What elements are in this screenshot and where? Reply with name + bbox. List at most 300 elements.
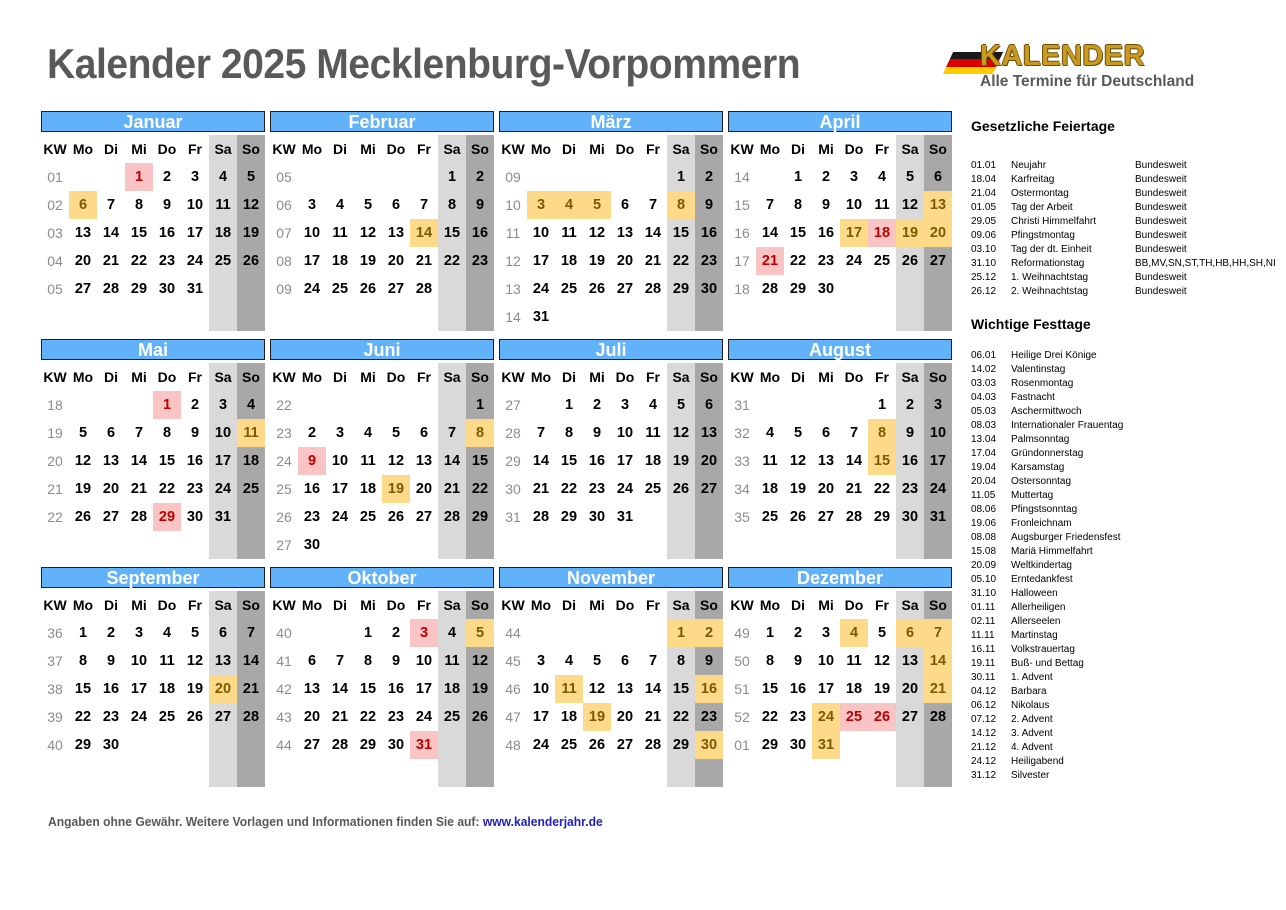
month-juli <box>499 339 723 559</box>
week-number: 13 <box>505 281 521 297</box>
weekday-header: KW <box>501 141 525 157</box>
day-cell: 7 <box>648 197 658 213</box>
day-cell: 22 <box>359 709 377 725</box>
day-cell: 7 <box>765 197 775 213</box>
day-cell: 14 <box>845 453 863 469</box>
weekday-header: Fr <box>646 141 660 157</box>
day-cell: 20 <box>74 253 92 269</box>
festival-name: Ostersonntag <box>1011 476 1072 487</box>
day-cell: 22 <box>74 709 92 725</box>
day-cell: 11 <box>209 191 237 219</box>
day-cell: 5 <box>363 197 373 213</box>
holidays-list <box>971 160 1286 300</box>
day-cell: 27 <box>74 281 92 297</box>
week-number: 31 <box>505 509 521 525</box>
weekday-header: Fr <box>875 597 889 613</box>
festival-name: Aschermittwoch <box>1011 406 1082 417</box>
day-cell: 20 <box>616 709 634 725</box>
festival-date: 07.12 <box>971 714 997 725</box>
empty-day-cell <box>382 391 410 419</box>
festival-date: 31.12 <box>971 770 997 781</box>
weekday-header: Do <box>157 369 177 385</box>
day-cell: 20 <box>387 253 405 269</box>
day-cell: 7 <box>648 653 658 669</box>
day-cell: 31 <box>532 309 550 325</box>
weekday-header: KW <box>501 369 525 385</box>
month-day-grid <box>270 363 494 559</box>
day-cell: 21 <box>845 481 863 497</box>
day-cell: 2 <box>190 397 200 413</box>
festival-name: 4. Advent <box>1011 742 1053 753</box>
empty-day-cell <box>639 503 667 531</box>
day-cell: 25 <box>761 509 779 525</box>
empty-day-cell <box>924 731 952 759</box>
day-cell: 7 <box>438 419 466 447</box>
footer-link[interactable]: www.kalenderjahr.de <box>482 814 603 829</box>
holidays-heading: Gesetzliche Feiertage <box>971 118 1115 134</box>
day-cell: 22 <box>466 475 494 503</box>
day-cell: 30 <box>387 737 405 753</box>
week-number: 08 <box>276 253 292 269</box>
month-header: November <box>499 567 723 588</box>
festival-row <box>971 658 1286 672</box>
day-cell: 10 <box>817 653 835 669</box>
day-cell: 21 <box>415 253 433 269</box>
day-cell: 2 <box>307 425 317 441</box>
day-cell: 19 <box>466 675 494 703</box>
weekday-header: Fr <box>875 369 889 385</box>
day-cell: 27 <box>817 509 835 525</box>
empty-day-cell <box>527 391 555 419</box>
day-cell: 16 <box>695 219 723 247</box>
festival-row <box>971 686 1286 700</box>
holiday-row <box>971 188 1286 202</box>
day-cell: 8 <box>765 653 775 669</box>
day-cell: 1 <box>667 163 695 191</box>
day-cell: 15 <box>560 453 578 469</box>
month-header: Dezember <box>728 567 952 588</box>
day-cell: 1 <box>125 163 153 191</box>
holiday-name: Tag der Arbeit <box>1011 202 1073 213</box>
festival-row <box>971 420 1286 434</box>
festival-date: 20.04 <box>971 476 997 487</box>
festival-name: 2. Advent <box>1011 714 1053 725</box>
festival-name: Karsamstag <box>1011 462 1065 473</box>
day-cell: 16 <box>102 681 120 697</box>
day-cell: 8 <box>134 197 144 213</box>
holiday-name: Reformationstag <box>1011 258 1085 269</box>
weekday-header: Do <box>844 597 864 613</box>
day-cell: 21 <box>924 675 952 703</box>
day-cell: 21 <box>644 709 662 725</box>
festival-date: 02.11 <box>971 616 996 627</box>
month-day-grid <box>499 591 723 787</box>
day-cell: 2 <box>466 163 494 191</box>
day-cell: 27 <box>303 737 321 753</box>
day-cell: 23 <box>896 475 924 503</box>
day-cell: 24 <box>331 509 349 525</box>
weekday-header: Do <box>615 597 635 613</box>
festival-date: 13.04 <box>971 434 997 445</box>
empty-day-cell <box>896 275 924 303</box>
holidays-heading-wrap <box>971 118 1286 134</box>
empty-day-cell <box>466 531 494 559</box>
day-cell: 12 <box>387 453 405 469</box>
week-number: 45 <box>505 653 521 669</box>
month-februar <box>270 111 494 331</box>
day-cell: 19 <box>74 481 92 497</box>
day-cell: 8 <box>466 419 494 447</box>
day-cell: 19 <box>789 481 807 497</box>
day-cell: 29 <box>667 275 695 303</box>
weekday-header: Di <box>333 141 347 157</box>
festival-row <box>971 714 1286 728</box>
festival-name: Mariä Himmelfahrt <box>1011 546 1093 557</box>
holiday-date: 01.01 <box>971 160 997 171</box>
weekday-header: Sa <box>896 135 924 163</box>
empty-day-cell <box>555 619 583 647</box>
day-cell: 20 <box>303 709 321 725</box>
empty-day-cell <box>924 275 952 303</box>
day-cell: 19 <box>873 681 891 697</box>
weekday-header: Di <box>104 369 118 385</box>
day-cell: 30 <box>303 537 321 553</box>
holiday-name: Karfreitag <box>1011 174 1055 185</box>
festival-row <box>971 364 1286 378</box>
day-cell: 17 <box>130 681 148 697</box>
weekday-header: So <box>237 363 265 391</box>
weekday-header: KW <box>43 597 67 613</box>
day-cell: 31 <box>616 509 634 525</box>
weekday-header: Mo <box>530 369 552 385</box>
festival-date: 14.12 <box>971 728 997 739</box>
month-header: April <box>728 111 952 132</box>
day-cell: 13 <box>896 647 924 675</box>
week-number: 01 <box>734 737 750 753</box>
month-header: Februar <box>270 111 494 132</box>
day-cell: 22 <box>438 247 466 275</box>
weekday-header: KW <box>501 597 525 613</box>
weekday-header: Mo <box>72 141 94 157</box>
festival-row <box>971 630 1286 644</box>
weekday-header: Di <box>791 369 805 385</box>
day-cell: 30 <box>695 275 723 303</box>
holiday-date: 29.05 <box>971 216 997 227</box>
week-number: 31 <box>734 397 750 413</box>
weekday-header: Mi <box>818 369 834 385</box>
day-cell: 28 <box>644 737 662 753</box>
month-dezember <box>728 567 952 787</box>
day-cell: 18 <box>868 219 896 247</box>
day-cell: 16 <box>303 481 321 497</box>
day-cell: 28 <box>130 509 148 525</box>
day-cell: 21 <box>532 481 550 497</box>
day-cell: 25 <box>438 703 466 731</box>
empty-day-cell <box>840 731 868 759</box>
week-number: 34 <box>734 481 750 497</box>
weekday-header: KW <box>730 597 754 613</box>
day-cell: 8 <box>564 425 574 441</box>
day-cell: 31 <box>186 281 204 297</box>
festival-name: Nikolaus <box>1011 700 1050 711</box>
day-cell: 26 <box>74 509 92 525</box>
empty-day-cell <box>69 391 97 419</box>
day-cell: 21 <box>331 709 349 725</box>
day-cell: 25 <box>359 509 377 525</box>
day-cell: 17 <box>924 447 952 475</box>
day-cell: 10 <box>130 653 148 669</box>
weekday-header: So <box>695 591 723 619</box>
festival-date: 05.03 <box>971 406 997 417</box>
weekday-header: Do <box>157 597 177 613</box>
day-cell: 3 <box>849 169 859 185</box>
week-number: 19 <box>47 425 63 441</box>
day-cell: 22 <box>789 253 807 269</box>
day-cell: 11 <box>237 419 265 447</box>
weekday-header: So <box>466 363 494 391</box>
day-cell: 26 <box>359 281 377 297</box>
day-cell: 28 <box>644 281 662 297</box>
festival-row <box>971 406 1286 420</box>
day-cell: 6 <box>307 653 317 669</box>
weekday-header: Mi <box>818 141 834 157</box>
day-cell: 29 <box>560 509 578 525</box>
day-cell: 13 <box>209 647 237 675</box>
weekday-header: KW <box>43 141 67 157</box>
festival-name: Fronleichnam <box>1011 518 1072 529</box>
day-cell: 30 <box>789 737 807 753</box>
day-cell: 27 <box>616 737 634 753</box>
month-juni <box>270 339 494 559</box>
day-cell: 20 <box>695 447 723 475</box>
festival-name: Barbara <box>1011 686 1047 697</box>
festival-date: 04.12 <box>971 686 997 697</box>
week-number: 09 <box>276 281 292 297</box>
day-cell: 12 <box>359 225 377 241</box>
empty-day-cell <box>326 531 354 559</box>
day-cell: 8 <box>667 647 695 675</box>
month-märz <box>499 111 723 331</box>
day-cell: 8 <box>793 197 803 213</box>
day-cell: 5 <box>592 653 602 669</box>
day-cell: 10 <box>532 681 550 697</box>
festival-row <box>971 728 1286 742</box>
festival-name: Martinstag <box>1011 630 1058 641</box>
week-number: 30 <box>505 481 521 497</box>
empty-day-cell <box>209 731 237 759</box>
weekday-header: Mi <box>589 597 605 613</box>
day-cell: 25 <box>873 253 891 269</box>
day-cell: 10 <box>532 225 550 241</box>
month-april <box>728 111 952 331</box>
day-cell: 18 <box>845 681 863 697</box>
weekday-header: Do <box>386 369 406 385</box>
weekday-header: Mo <box>72 597 94 613</box>
day-cell: 15 <box>359 681 377 697</box>
day-cell: 3 <box>134 625 144 641</box>
day-cell: 18 <box>644 453 662 469</box>
day-cell: 26 <box>387 509 405 525</box>
day-cell: 23 <box>588 481 606 497</box>
festival-date: 21.12 <box>971 742 997 753</box>
week-number: 06 <box>276 197 292 213</box>
day-cell: 20 <box>924 219 952 247</box>
festival-name: Pfingstsonntag <box>1011 504 1078 515</box>
empty-day-cell <box>583 619 611 647</box>
day-cell: 23 <box>695 703 723 731</box>
day-cell: 6 <box>391 197 401 213</box>
weekday-header: Mo <box>301 141 323 157</box>
empty-day-cell <box>438 731 466 759</box>
day-cell: 7 <box>536 425 546 441</box>
day-cell: 29 <box>873 509 891 525</box>
empty-day-cell <box>840 391 868 419</box>
week-number: 22 <box>276 397 292 413</box>
day-cell: 14 <box>438 447 466 475</box>
week-number: 20 <box>47 453 63 469</box>
week-number: 07 <box>276 225 292 241</box>
day-cell: 21 <box>644 253 662 269</box>
day-cell: 23 <box>387 709 405 725</box>
day-cell: 21 <box>237 675 265 703</box>
weekday-header: Mi <box>360 597 376 613</box>
weekday-header: So <box>924 363 952 391</box>
day-cell: 12 <box>789 453 807 469</box>
empty-day-cell <box>382 531 410 559</box>
festival-date: 08.03 <box>971 420 997 431</box>
day-cell: 13 <box>102 453 120 469</box>
week-number: 11 <box>505 225 521 241</box>
holiday-scope: Bundesweit <box>1135 188 1187 199</box>
day-cell: 8 <box>162 425 172 441</box>
day-cell: 16 <box>695 675 723 703</box>
month-header: Januar <box>41 111 265 132</box>
day-cell: 23 <box>789 709 807 725</box>
month-header: Juni <box>270 339 494 360</box>
day-cell: 8 <box>78 653 88 669</box>
day-cell: 25 <box>560 281 578 297</box>
day-cell: 15 <box>667 219 695 247</box>
day-cell: 23 <box>466 247 494 275</box>
holiday-row <box>971 216 1286 230</box>
week-number: 02 <box>47 197 63 213</box>
day-cell: 19 <box>382 475 410 503</box>
weekday-header: Sa <box>667 135 695 163</box>
weekday-header: So <box>237 591 265 619</box>
holiday-scope: Bundesweit <box>1135 160 1187 171</box>
day-cell: 24 <box>616 481 634 497</box>
month-day-grid <box>270 591 494 787</box>
day-cell: 3 <box>924 391 952 419</box>
weekday-header: KW <box>730 141 754 157</box>
day-cell: 22 <box>873 481 891 497</box>
day-cell: 29 <box>74 737 92 753</box>
weekday-header: Mi <box>589 369 605 385</box>
week-number: 41 <box>276 653 292 669</box>
day-cell: 1 <box>78 625 88 641</box>
empty-day-cell <box>527 163 555 191</box>
day-cell: 24 <box>186 253 204 269</box>
festival-row <box>971 434 1286 448</box>
month-day-grid <box>41 591 265 787</box>
festival-row <box>971 518 1286 532</box>
day-cell: 3 <box>410 619 438 647</box>
day-cell: 2 <box>592 397 602 413</box>
month-oktober <box>270 567 494 787</box>
day-cell: 16 <box>817 225 835 241</box>
week-number: 27 <box>505 397 521 413</box>
day-cell: 11 <box>561 225 577 241</box>
day-cell: 29 <box>667 731 695 759</box>
festival-date: 08.06 <box>971 504 997 515</box>
empty-day-cell <box>354 391 382 419</box>
weekday-header: Fr <box>875 141 889 157</box>
day-cell: 18 <box>560 709 578 725</box>
festival-row <box>971 504 1286 518</box>
weekday-header: So <box>924 135 952 163</box>
day-cell: 10 <box>845 197 863 213</box>
weekday-header: Sa <box>209 135 237 163</box>
day-cell: 14 <box>130 453 148 469</box>
weekday-header: Fr <box>646 369 660 385</box>
day-cell: 17 <box>817 681 835 697</box>
month-header: Mai <box>41 339 265 360</box>
weekday-header: Mo <box>759 597 781 613</box>
day-cell: 17 <box>186 225 204 241</box>
day-cell: 6 <box>695 391 723 419</box>
day-cell: 22 <box>667 247 695 275</box>
day-cell: 5 <box>466 619 494 647</box>
month-day-grid <box>270 135 494 331</box>
day-cell: 21 <box>438 475 466 503</box>
empty-day-cell <box>382 163 410 191</box>
day-cell: 14 <box>761 225 779 241</box>
day-cell: 5 <box>793 425 803 441</box>
weekday-header: Sa <box>896 591 924 619</box>
weekday-header: Mo <box>530 141 552 157</box>
day-cell: 26 <box>237 247 265 275</box>
calendar-grid <box>41 111 951 771</box>
weekday-header: Di <box>562 369 576 385</box>
kalender-logo[interactable] <box>944 40 1214 96</box>
weekday-header: So <box>466 135 494 163</box>
festival-name: Allerheiligen <box>1011 602 1066 613</box>
holiday-row <box>971 244 1286 258</box>
empty-day-cell <box>326 391 354 419</box>
festival-row <box>971 700 1286 714</box>
day-cell: 25 <box>331 281 349 297</box>
day-cell: 15 <box>438 219 466 247</box>
day-cell: 29 <box>153 503 181 531</box>
festival-row <box>971 616 1286 630</box>
festival-row <box>971 476 1286 490</box>
day-cell: 1 <box>438 163 466 191</box>
day-cell: 5 <box>190 625 200 641</box>
day-cell: 25 <box>644 481 662 497</box>
day-cell: 2 <box>106 625 116 641</box>
day-cell: 4 <box>237 391 265 419</box>
holiday-name: Ostermontag <box>1011 188 1069 199</box>
day-cell: 22 <box>761 709 779 725</box>
festival-row <box>971 546 1286 560</box>
weekday-header: Mo <box>530 597 552 613</box>
day-cell: 18 <box>359 481 377 497</box>
empty-day-cell <box>298 619 326 647</box>
weekday-header: Do <box>386 597 406 613</box>
week-number: 03 <box>47 225 63 241</box>
holiday-row <box>971 160 1286 174</box>
festival-name: 3. Advent <box>1011 728 1053 739</box>
